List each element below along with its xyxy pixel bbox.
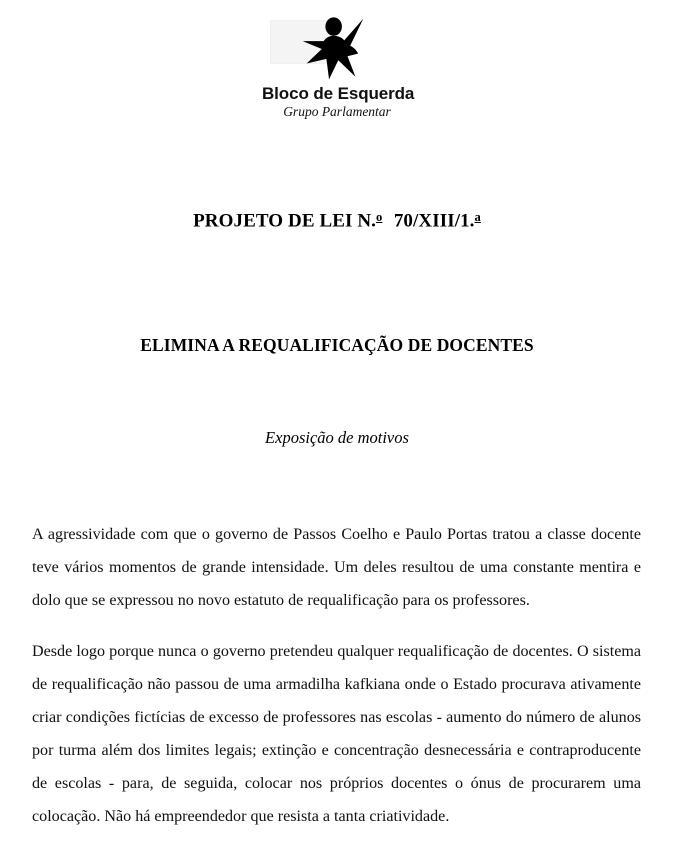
document-subject-heading: ELIMINA A REQUALIFICAÇÃO DE DOCENTES bbox=[140, 335, 534, 355]
title-ordinal-feminine: a bbox=[474, 210, 481, 224]
letterhead bbox=[0, 14, 674, 129]
body-paragraph: A agressividade com que o governo de Passos Coelho e Paulo Portas tratou a classe docente teve vários momentos de grande intensidade. Um deles resultou de uma constante mentira e dolo que se expressou no novo estatuto de requalificação para os professores. bbox=[32, 526, 641, 609]
page-title bbox=[0, 210, 674, 232]
parliamentary-group-label: Grupo Parlamentar bbox=[283, 104, 391, 119]
section-heading-exposicao-de-motivos: Exposição de motivos bbox=[265, 428, 409, 447]
title-prefix: PROJETO DE LEI N. bbox=[193, 210, 377, 232]
document-body bbox=[32, 518, 641, 833]
logo-block bbox=[262, 14, 415, 124]
organization-name: Bloco de Esquerda bbox=[262, 84, 415, 103]
title-ordinal-masculine: o bbox=[376, 210, 383, 224]
bloco-de-esquerda-star-figure-icon bbox=[300, 16, 366, 82]
body-paragraph: Desde logo porque nunca o governo pretendeu qualquer requalificação de docentes. O sistema de requalificação não passou de uma armadilha kafkiana onde o Estado procurava ativamente criar condições fictícias de excesso de professores nas escolas - aumento do número de alunos por turma além dos limites legais; extinção e concentração desnecessária e contraproducente de escolas - para, de seguida, colocar nos próprios docentes o ónus de procurarem uma colocação. Não há empreendedor que resista a tanta criatividade. bbox=[32, 643, 641, 825]
title-number: 70/XIII/1. bbox=[393, 210, 475, 232]
